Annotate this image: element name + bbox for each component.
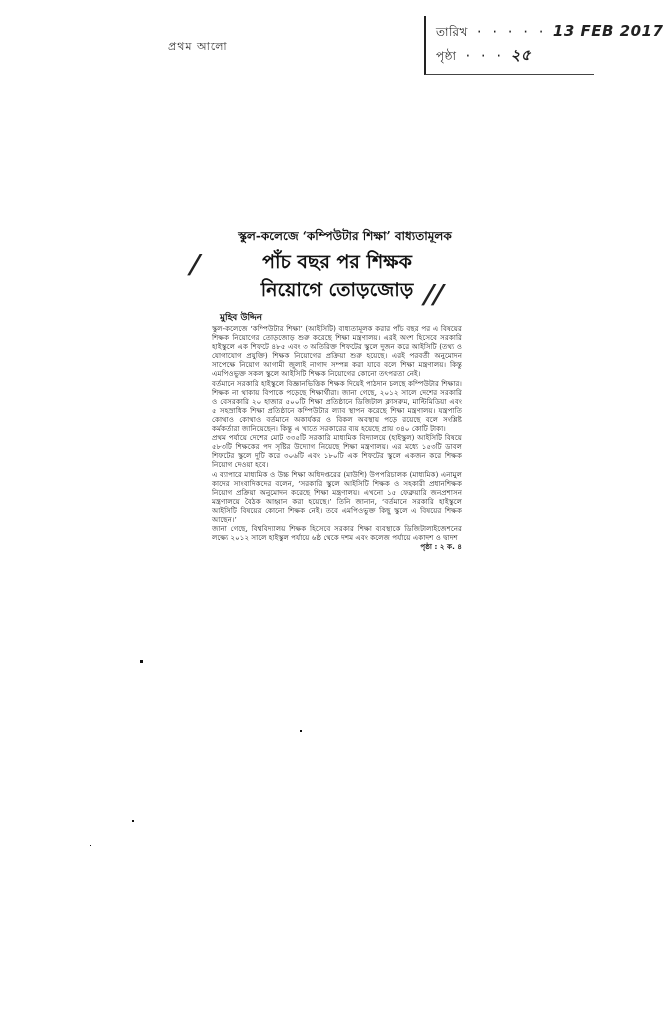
stamp-date-value: 13 FEB 2017 [552, 22, 663, 40]
stamp-page-row: পৃষ্ঠা · · · ২৫ [436, 46, 532, 64]
headline-line-1: পাঁচ বছর পর শিক্ষক [262, 251, 412, 273]
article-paragraph: বর্তমানে সরকারি হাইস্কুলে বিজ্ঞানভিত্তিক শিক্ষক দিয়েই পাঠদান চলছে কম্পিউটার শিক্ষার। শিক্ষক না থাকায় বিপাকে পড়েছে শিক্ষার্থীরা। জানা গেছে, ২০১২ সালে দেশের সরকারি ও বেসরকারি ২০ হাজার ৫০০টি শিক্ষা প্রতিষ্ঠানে ডিজিটাল ক্লাসরুম, মাল্টিমিডিয়া এবং ৫ সহস্রাধিক শিক্ষা প্রতিষ্ঠানে কম্পিউটার ল্যাব স্থাপন করেছে শিক্ষা মন্ত্রণালয়। যন্ত্রপাতি কোথাও কোথাও বর্তমানে অকার্যকর ও বিকল অবস্থায় পড়ে রয়েছে বলে সংশ্লিষ্ট কর্মকর্তারা জানিয়েছেন। কিন্তু এ খাতে সরকারের ব্যয় হয়েছে প্রায় ৩৪০ কোটি টাকা। [212, 378, 462, 434]
news-clipping [185, 228, 462, 648]
article-byline: মুহিব উদ্দিন [220, 313, 263, 323]
scan-speck [140, 660, 143, 663]
article-paragraph: এ ব্যাপারে মাধ্যমিক ও উচ্চ শিক্ষা অধিদপ্তরের (মাউশি) উপপরিচালক (মাধ্যমিক) এনামুল কাদের সাংবাদিকদের বলেন, ‘সরকারি স্কুলে আইসিটি শিক্ষক ও সহকারী প্রধানশিক্ষক নিয়োগ প্রক্রিয়া অনুমোদন করেছে শিক্ষা মন্ত্রণালয়। এখনো ১৫ ফেব্রুয়ারি জনপ্রশাসন মন্ত্রণালয়ে বৈঠক আহ্বান করা হয়েছে।’ তিনি জানান, ‘বর্তমানে সরকারি হাইস্কুলে আইসিটি বিষয়ের কোনো শিক্ষক নেই। তবে এমপিওভুক্ত কিছু স্কুলে এ বিষয়ের শিক্ষক আছেন।’ [212, 469, 462, 524]
scan-speck [132, 820, 134, 822]
article-paragraph: জানা গেছে, বিশ্ববিদ্যালয় শিক্ষক হিসেবে সরকার শিক্ষা ব্যবস্থাকে ডিজিটালাইজেশনের লক্ষ্যে ২০১২ সালে হাইস্কুল পর্যায়ে ৬ষ্ঠ থেকে দশম এবং কলেজ পর্যায়ে একাদশ ও দ্বাদশ [212, 524, 462, 543]
scan-speck [90, 845, 91, 846]
scan-speck [300, 730, 302, 732]
stamp-date-label: তারিখ [436, 25, 468, 39]
stamp-page-value: ২৫ [510, 46, 532, 64]
newspaper-mark: প্রথম আলো [168, 40, 228, 53]
article-continuation: পৃষ্ঠা : ২ ক. ৪ [420, 542, 462, 552]
article-paragraph: স্কুল-কলেজে ‘কম্পিউটার শিক্ষা’ (আইসিটি) বাধ্যতামূলক করার পাঁচ বছর পর এ বিষয়ের শিক্ষক নিয়োগের তোড়জোড় শুরু করেছে শিক্ষা মন্ত্রণালয়। এরই অংশ হিসেবে সরকারি হাইস্কুলে এক শিফটে ৪৮৫ এবং ৩ অতিরিক্ত শিফটের স্কুলে দুজন করে আইসিটি (তথ্য ও যোগাযোগ প্রযুক্তি) শিক্ষক নিয়োগের প্রক্রিয়া শুরু হয়েছে। এরই পরবর্তী অনুমোদন সাপেক্ষে নিয়োগ আগামী জুলাই নাগাদ সম্পন্ন করা যাবে বলে শিক্ষা মন্ত্রণালয়। কিন্তু এমপিওভুক্ত সকল স্কুলে আইসিটি শিক্ষক নিয়োগের কোনো তৎপরতা নেই। [212, 324, 462, 379]
pen-mark-left: / [185, 250, 204, 280]
article-kicker: স্কুল-কলেজে ‘কম্পিউটার শিক্ষা’ বাধ্যতামূলক [238, 229, 452, 243]
stamp-date-row: তারিখ · · · · · 13 FEB 2017 [436, 22, 663, 40]
article-body [212, 324, 462, 551]
stamp-page-label: পৃষ্ঠা [436, 49, 457, 63]
date-stamp [424, 16, 663, 75]
article-paragraph: প্রথম পর্যায়ে দেশের মোট ৩৩৫টি সরকারি মাধ্যমিক বিদ্যালয়ে (হাইস্কুল) আইসিটি বিষয়ে ৫৮৩টি শিক্ষকের পদ সৃষ্টির উদ্যোগ নিয়েছে শিক্ষা মন্ত্রণালয়। এর মধ্যে ১৫৩টি ডাবল শিফটের স্কুলে দুটি করে ৩০৬টি এবং ১৮০টি এক শিফটের স্কুলে একজন করে শিক্ষক নিয়োগ দেওয়া হবে। [212, 433, 462, 470]
pen-mark-right: // [419, 280, 448, 310]
headline-line-2: নিয়োগে তোড়জোড় [260, 279, 414, 301]
article-headline [222, 248, 452, 304]
